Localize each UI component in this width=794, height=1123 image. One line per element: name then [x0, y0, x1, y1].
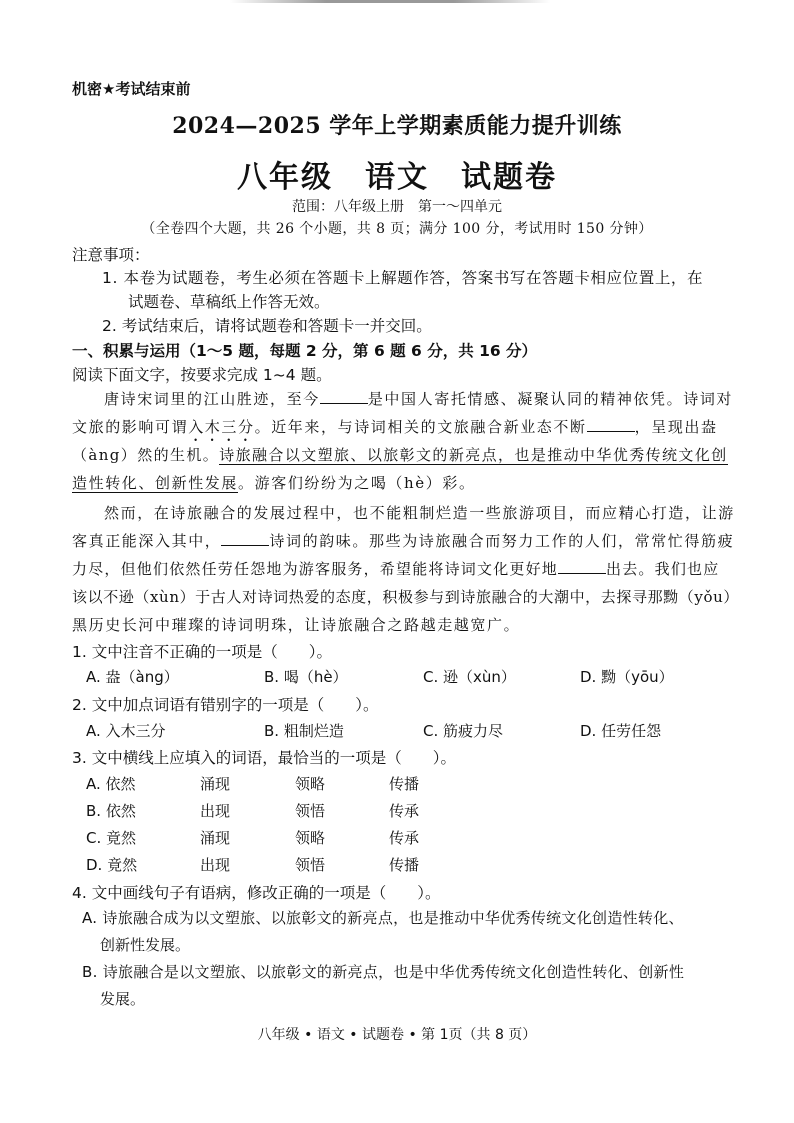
- question-3-option-b-word: 传承: [389, 802, 420, 820]
- notice-item-1: 1. 本卷为试题卷，考生必须在答题卡上解题作答，答案书写在答题卡相应位置上，在: [102, 269, 704, 287]
- question-2-option-d[interactable]: D. 任劳任怨: [580, 722, 662, 740]
- question-3-option-b-word: 出现: [200, 802, 231, 820]
- passage-line: 客真正能深入其中， 诗词的韵味。那些为诗旅融合而努力工作的人们，常常忙得筋疲: [72, 532, 735, 550]
- question-2-option-a[interactable]: A. 入木三分: [86, 722, 166, 740]
- exam-range: 范围：八年级上册 第一～四单元: [292, 199, 502, 215]
- question-3-option-d-word: 出现: [200, 856, 231, 874]
- confidential-label: 机密★考试结束前: [72, 80, 191, 98]
- passage-line: 该以不逊（xùn）于古人对诗词热爱的态度，积极参与到诗旅融合的大潮中，去探寻那黝（yǒu）: [72, 588, 739, 606]
- question-3-option-d-word: 领悟: [295, 856, 326, 874]
- passage-line: 力尽，但他们依然任劳任怨地为游客服务，希望能将诗词文化更好地 出去。我们也应: [72, 560, 720, 578]
- fill-blank-2: [587, 417, 635, 432]
- question-2-option-b[interactable]: B. 粗制烂造: [264, 722, 344, 740]
- question-4-option-b-cont: 发展。: [100, 990, 146, 1008]
- section-1-instruction: 阅读下面文字，按要求完成 1~4 题。: [72, 366, 332, 384]
- question-1-option-a[interactable]: A. 盎（àng）: [86, 668, 179, 686]
- page-footer: 八年级 • 语文 • 试题卷 • 第 1页（共 8 页）: [257, 1027, 537, 1043]
- question-3-option-d[interactable]: D. 竟然: [86, 856, 138, 874]
- scan-top-mark: [230, 0, 550, 3]
- fill-blank-1: [320, 389, 368, 404]
- question-4-stem: 4. 文中画线句子有语病，修改正确的一项是（ ）。: [72, 884, 441, 902]
- fill-blank-4: [558, 559, 606, 574]
- notice-item-1-cont: 试题卷、草稿纸上作答无效。: [128, 293, 330, 311]
- passage-line: 唐诗宋词里的江山胜迹，至今 是中国人寄托情感、凝聚认同的精神依凭。诗词对: [104, 390, 734, 408]
- notice-item-2: 2. 考试结束后，请将试题卷和答题卡一并交回。: [102, 317, 432, 335]
- question-1-option-b[interactable]: B. 喝（hè）: [264, 668, 348, 686]
- question-3-option-b-word: 领悟: [295, 802, 326, 820]
- question-2-option-c[interactable]: C. 筋疲力尽: [423, 722, 504, 740]
- question-2-stem: 2. 文中加点词语有错别字的一项是（ ）。: [72, 696, 379, 714]
- question-1-option-d[interactable]: D. 黝（yōu）: [580, 668, 674, 686]
- question-3-option-c-word: 领略: [295, 829, 326, 847]
- question-3-option-c-word: 传承: [389, 829, 420, 847]
- question-3-option-a-word: 传播: [389, 775, 420, 793]
- question-3-option-b[interactable]: B. 依然: [86, 802, 136, 820]
- question-3-option-c-word: 涌现: [200, 829, 231, 847]
- question-1-stem: 1. 文中注音不正确的一项是（ ）。: [72, 643, 332, 661]
- fill-blank-3: [221, 531, 269, 546]
- exam-title: 2024—2025 学年上学期素质能力提升训练: [172, 113, 622, 139]
- question-3-option-c[interactable]: C. 竟然: [86, 829, 137, 847]
- passage-line: 文旅的影响可谓入木三分。近年来，与诗词相关的文旅融合新业态不断 ，呈现出盎: [72, 418, 718, 436]
- question-3-option-a-word: 涌现: [200, 775, 231, 793]
- passage-line: （àng）然的生机。诗旅融合以文塑旅、以旅彰文的新亮点，也是推动中华优秀传统文化创: [72, 446, 728, 464]
- question-3-stem: 3. 文中横线上应填入的词语，最恰当的一项是（ ）。: [72, 749, 456, 767]
- question-3-option-a[interactable]: A. 依然: [86, 775, 136, 793]
- passage-line: 然而，在诗旅融合的发展过程中，也不能粗制烂造一些旅游项目，而应精心打造，让游: [104, 504, 735, 522]
- underlined-sentence-cont: 造性转化、创新性发展: [72, 474, 239, 492]
- passage-line: 黑历史长河中璀璨的诗词明珠，让诗旅融合之路越走越宽广。: [72, 616, 521, 634]
- question-4-option-a[interactable]: A. 诗旅融合成为以文塑旅、以旅彰文的新亮点，也是推动中华优秀传统文化创造性转化、: [82, 909, 684, 927]
- underlined-sentence: 诗旅融合以文塑旅、以旅彰文的新亮点，也是推动中华优秀传统文化创: [219, 446, 728, 464]
- question-3-option-d-word: 传播: [389, 856, 420, 874]
- exam-info: （全卷四个大题，共 26 个小题，共 8 页；满分 100 分，考试用时 150 分钟）: [141, 221, 653, 237]
- notice-heading: 注意事项：: [72, 246, 150, 264]
- question-3-option-a-word: 领略: [295, 775, 326, 793]
- section-1-heading: 一、积累与运用（1～5 题，每题 2 分，第 6 题 6 分，共 16 分）: [72, 342, 538, 360]
- question-4-option-b[interactable]: B. 诗旅融合是以文塑旅、以旅彰文的新亮点，也是中华优秀传统文化创造性转化、创新性: [82, 963, 685, 981]
- dotted-phrase: 入木三分: [188, 418, 255, 436]
- question-4-option-a-cont: 创新性发展。: [100, 936, 191, 954]
- passage-line: 造性转化、创新性发展。游客们纷纷为之喝（hè）彩。: [72, 474, 476, 492]
- exam-subtitle: 八年级 语文 试题卷: [237, 160, 557, 195]
- question-1-option-c[interactable]: C. 逊（xùn）: [423, 668, 516, 686]
